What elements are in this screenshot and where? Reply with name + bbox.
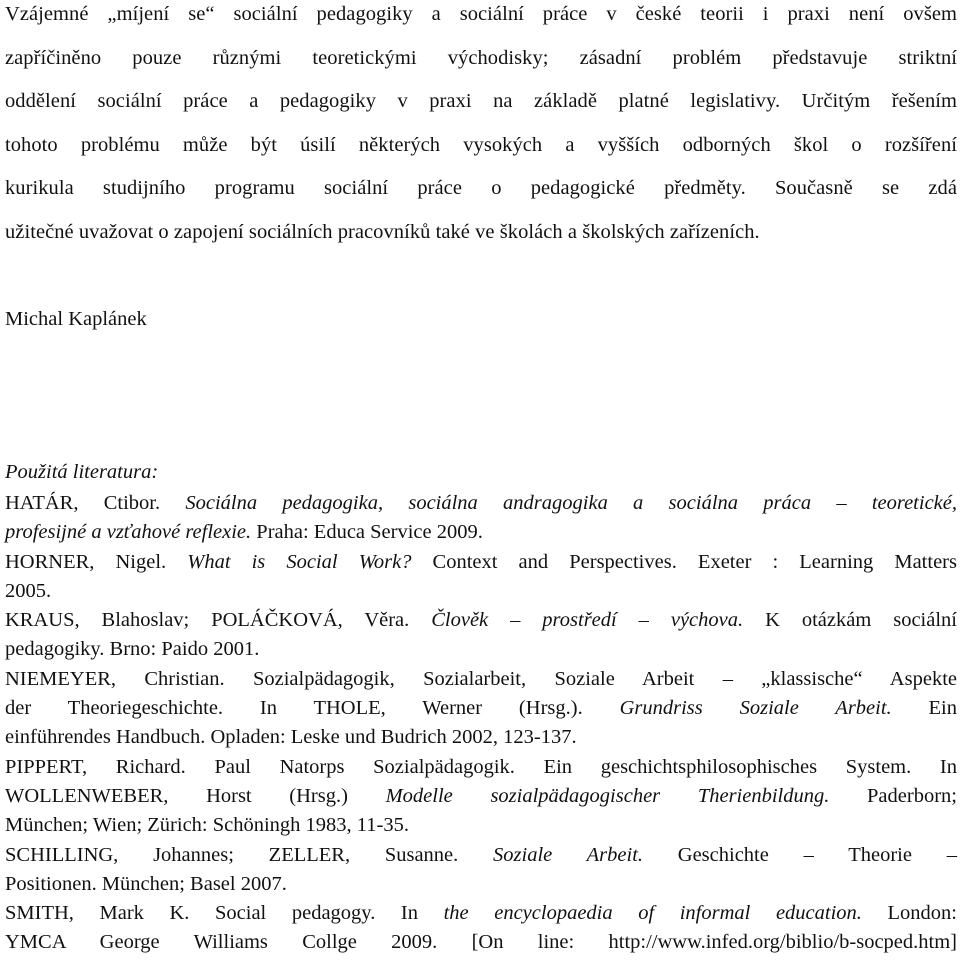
reference-list [5,489,957,958]
reference-line [5,782,957,811]
reference-line: NIEMEYER, Christian. Sozialpädagogik, Sozialarbeit, Soziale Arbeit – „klassische“ Aspekte [5,667,957,690]
literature-heading: Použitá literatura: [5,461,159,483]
paragraph-line: Vzájemné „míjení se“ sociální pedagogiky a sociální práce v české teorii i praxi není ovšem [5,3,957,25]
reference-line: München; Wien; Zürich: Schöningh 1983, 11-35. [5,814,409,837]
reference-line [5,694,957,723]
paragraph-line: oddělení sociální práce a pedagogiky v praxi na základě platné legislativy. Určitým řešením [5,90,957,112]
ref-title: Soziale Arbeit. [493,843,644,866]
paragraph-line: kurikula studijního programu sociální práce o pedagogické předměty. Současně se zdá [5,177,957,199]
reference-line [5,841,957,870]
reference-line [5,606,957,635]
body-paragraph [5,0,957,254]
ref-author: SCHILLING, Johannes; ZELLER, Susanne. [5,843,494,866]
ref-title: Grundriss Soziale Arbeit. [619,697,892,720]
paragraph-line: zapříčiněno pouze různými teoretickými východisky; zásadní problém představuje striktní [5,46,957,69]
reference-line: 2005. [5,579,52,602]
paragraph-line: užitečné uvažovat o zapojení sociálních pracovníků také ve školách a školských zařízeních. [5,220,760,243]
ref-text: Geschichte – Theorie – [643,843,957,866]
ref-text: der Theoriegeschichte. In THOLE, Werner (Hrsg.). [5,697,620,720]
reference-line: YMCA George Williams Collge 2009. [On line: http://www.infed.org/biblio/b-socped.htm] [5,931,957,954]
ref-publisher: Context and Perspectives. Exeter : Learning Matters [411,550,957,573]
paragraph-line: tohoto problému může být úsilí některých vysokých a vyšších odborných škol o rozšíření [5,133,957,156]
ref-author: KRAUS, Blahoslav; POLÁČKOVÁ, Věra. [5,609,432,632]
ref-publisher: K otázkám sociální [743,609,957,632]
ref-publisher: Praha: Educa Service 2009. [251,521,483,544]
ref-title: Člověk – prostředí – výchova. [431,609,744,632]
reference-line: PIPPERT, Richard. Paul Natorps Sozialpädagogik. Ein geschichtsphilosophisches System. In [5,755,957,778]
ref-text: Paderborn; [829,784,957,807]
ref-text: WOLLENWEBER, Horst (Hrsg.) [5,784,386,807]
reference-line [5,548,957,577]
author-name: Michal Kaplánek [5,308,147,330]
ref-title: profesijné a vzťahové reflexie. [5,521,252,544]
ref-title: Modelle sozialpädagogischer Therienbildung. [385,784,830,807]
ref-author: HATÁR, Ctibor. [5,492,186,514]
reference-line [5,899,957,928]
reference-line: einführendes Handbuch. Opladen: Leske und Budrich 2002, 123-137. [5,726,577,749]
ref-title: the encyclopaedia of informal education. [443,902,862,925]
ref-author: HORNER, Nigel. [5,550,188,573]
reference-line: Positionen. München; Basel 2007. [5,872,287,895]
ref-title: What is Social Work? [187,550,412,573]
ref-title: Sociálna pedagogika, sociálna andragogika a sociálna práca – teoretické, [185,492,957,514]
reference-line [5,489,957,518]
reference-line: pedagogiky. Brno: Paido 2001. [5,638,260,661]
ref-text: Ein [891,697,958,720]
ref-text: London: [861,902,957,925]
ref-author: SMITH, Mark K. Social pedagogy. In [5,902,444,925]
reference-line [5,518,957,547]
